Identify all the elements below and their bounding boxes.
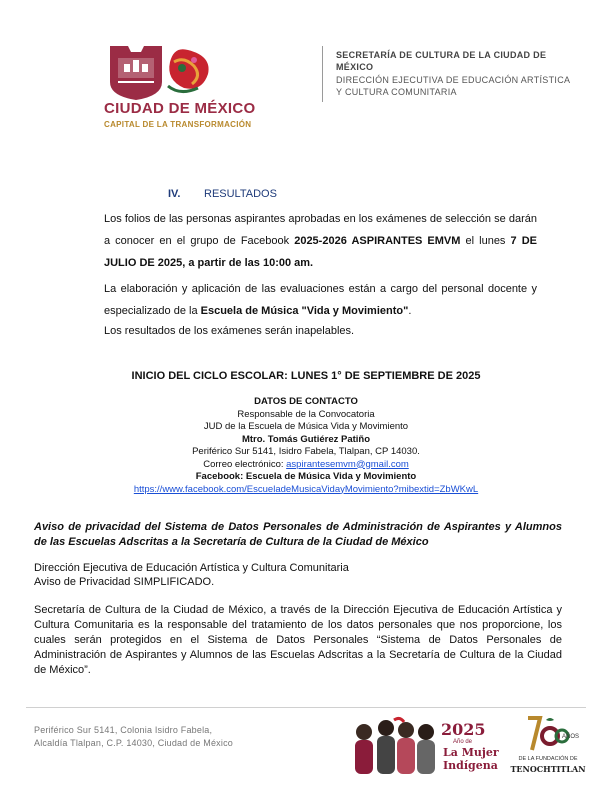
facebook-label: Facebook: Escuela de Música Vida y Movimiento: [195, 471, 417, 482]
tenochtitlan-700-logo: AÑOS DE LA FUNDACIÓN DE TENOCHTITLAN: [508, 712, 588, 782]
privacy-title: Aviso de privacidad del Sistema de Datos Personales de Administración de Aspirantes y Alumnos de las Escuelas Adscritas a la Secretaría de Cultura de la Ciudad de México: [34, 521, 562, 548]
facebook-group-name: 2025-2026 ASPIRANTES EMVM: [294, 235, 461, 247]
school-year-start: INICIO DEL CICLO ESCOLAR: LUNES 1° DE SEPTIEMBRE DE 2025: [131, 370, 481, 382]
contact-heading: DATOS DE CONTACTO: [254, 396, 358, 407]
city-tagline: CAPITAL DE LA TRANSFORMACIÓN: [104, 120, 252, 129]
coat-of-arms-icon: [104, 42, 234, 100]
privacy-lines: [34, 562, 349, 589]
results-paragraph: Los folios de las personas aspirantes aprobadas en los exámenes de selección se darán a conocer en el grupo de Facebook 2025-2026 ASPIRANTES EMVM el lunes 7 DE JULIO DE 2025, a partir de las 10:00 am.: [104, 213, 537, 269]
contact-name: Mtro. Tomás Gutiérez Patiño: [241, 433, 371, 445]
results-date: 7 DE JULIO DE 2025, a partir de las 10:00 am.: [104, 235, 537, 269]
section-number: IV.: [168, 188, 181, 200]
contact-line-1: Responsable de la Convocatoria: [237, 408, 375, 420]
city-name: CIUDAD DE MÉXICO: [104, 100, 256, 117]
cdmx-logo: [104, 42, 256, 132]
contact-address: Periférico Sur 5141, Isidro Fabela, Tlalpan, CP 14030.: [192, 446, 420, 457]
inapelables-paragraph: Los resultados de los exámenes serán inapelables.: [104, 325, 355, 337]
footer-address: Periférico Sur 5141, Colonia Isidro Fabela, Alcaldía Tlalpan, C.P. 14030, Ciudad de México: [34, 725, 233, 748]
indigenous-women-illustration-icon: [350, 716, 438, 774]
section-title: RESULTADOS: [204, 188, 277, 200]
contact-line-2: JUD de la Escuela de Música Vida y Movimiento: [203, 421, 409, 432]
facebook-link[interactable]: https://www.facebook.com/EscueladeMusicaVidayMovimiento?mibextid=ZbWKwL: [133, 483, 479, 495]
school-name: Escuela de Música "Vida y Movimiento": [200, 305, 409, 317]
direccion-heading: DIRECCIÓN EJECUTIVA DE EDUCACIÓN ARTÍSTICA Y CULTURA COMUNITARIA: [336, 75, 570, 97]
year-of-indigenous-woman-logo: 2025 Año de La Mujer Indígena: [441, 720, 499, 772]
contact-block: [0, 396, 612, 496]
privacy-line-1: Dirección Ejecutiva de Educación Artística y Cultura Comunitaria: [34, 562, 349, 574]
evaluation-paragraph: La elaboración y aplicación de las evaluaciones están a cargo del personal docente y especializado de la Escuela de Música "Vida y Movimiento".: [104, 283, 537, 317]
secretaria-heading: SECRETARÍA DE CULTURA DE LA CIUDAD DE MÉXICO: [336, 50, 547, 72]
privacy-body: Secretaría de Cultura de la Ciudad de México, a través de la Dirección Ejecutiva de Educación Artística y Cultura Comunitaria es la responsable del tratamiento de los datos personales que nos proporcione, los cuales serán protegidos en el Sistema de Datos Personales “Sistema de Datos Personales de Administración de Aspirantes y Alumnos de las Escuelas Adscritas a la Secretaría de Cultura de la Ciudad de México”.: [34, 604, 562, 676]
email-link[interactable]: aspirantesemvm@gmail.com: [286, 458, 409, 470]
footer-divider: [26, 707, 586, 708]
header-divider: [322, 46, 323, 102]
contact-email-row: Correo electrónico: aspirantesemvm@gmail.com: [203, 458, 409, 470]
privacy-line-2: Aviso de Privacidad SIMPLIFICADO.: [34, 575, 215, 588]
